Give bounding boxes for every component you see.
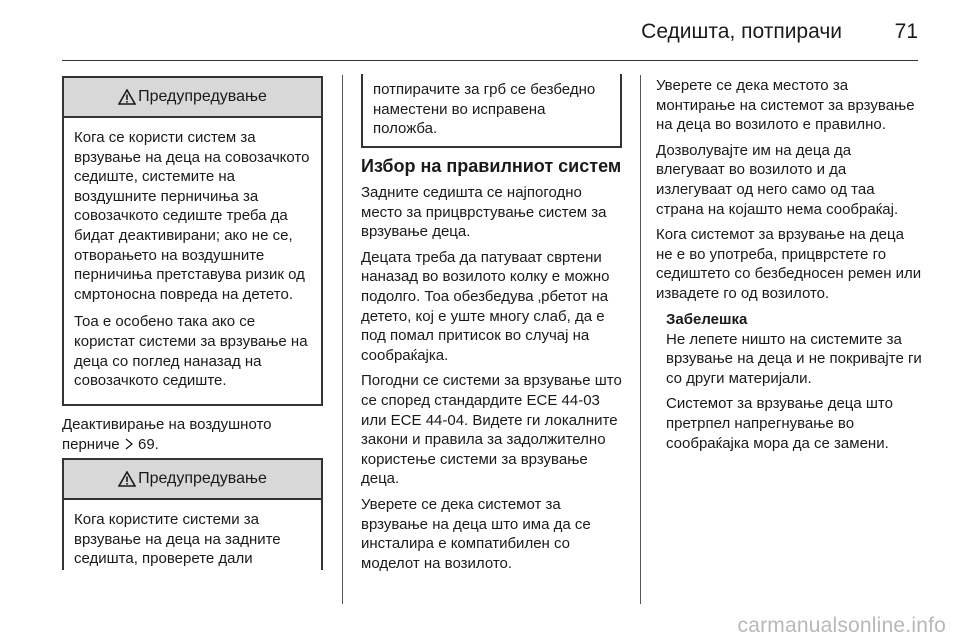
column-divider — [342, 75, 343, 604]
warning-triangle-icon — [118, 89, 136, 105]
warning-box — [62, 458, 323, 570]
body-paragraph: Погодни се системи за врзување што се според стандардите ECE 44-03 или ECE 44-04. Видете ги локалните закони и правила за задолжително користење системи за врзување деца. — [361, 372, 622, 488]
note-paragraph: Не лепете ништо на системите за врзување на деца и не покривајте ги со други материјали. — [666, 330, 922, 387]
column-divider — [640, 75, 641, 604]
warning-box-header — [64, 460, 321, 500]
warning-paragraph: Тоа е особено така ако се користат системи за врзување на деца со поглед наназад на совозачкото седиште. — [74, 313, 308, 390]
body-paragraph: Уверете се дека местото за монтирање на системот за врзување на деца во возилото е правилно. — [656, 77, 915, 134]
header-rule — [62, 60, 918, 61]
warning-box-continuation — [361, 74, 622, 148]
page-number: 71 — [894, 20, 918, 43]
watermark: carmanualsonline.info — [737, 614, 946, 637]
running-header-title: Седишта, потпирачи — [641, 20, 842, 43]
warning-box-header — [64, 78, 321, 118]
warning-paragraph: Кога користите системи за врзување на деца на задните седишта, проверете дали — [74, 511, 281, 568]
warning-box-title: Предупредување — [138, 88, 267, 105]
warning-box-title: Предупредување — [138, 470, 267, 487]
deactivation-text: Деактивирање на воздушното перниче — [62, 416, 272, 453]
section-choosing-system — [361, 155, 625, 579]
page-reference-arrow-icon — [124, 438, 134, 450]
note-label: Забелешка — [666, 311, 748, 328]
warning-paragraph: потпирачите за грб се безбедно наместени во исправена положба. — [373, 81, 596, 138]
warning-box — [62, 76, 323, 406]
body-paragraph: Дозволувајте им на деца да влегуваат во возилото и да излегуваат од него само од таа страна на којашто нема сообраќај. — [656, 141, 899, 218]
body-paragraph: Задните седишта се најпогодно место за прицврстување систем за врзување деца. — [361, 184, 607, 241]
note-paragraph: Системот за врзување деца што претрпел напрегнување во сообраќајка мора да се замени. — [666, 395, 893, 452]
deactivation-reference — [62, 415, 323, 454]
deactivation-page-link[interactable]: 69. — [137, 435, 159, 453]
section-heading: Избор на правилниот систем — [361, 156, 622, 176]
warning-triangle-icon — [118, 471, 136, 487]
column-3-text — [656, 76, 922, 310]
body-paragraph: Децата треба да патуваат свртени наназад во возилото колку е можно подолго. Тоа обезбедува ‚рбетот на детето, кој е уште многу слаб, да е под помал притисок во случај на сообраќајка. — [361, 248, 610, 364]
note-block — [666, 310, 924, 459]
body-paragraph: Кога системот за врзување на деца не е во употреба, прицврстете го седиштето со безбедносен ремен или извадете го од возилото. — [656, 226, 922, 302]
warning-paragraph: Кога се користи систем за врзување на деца на совозачкото седиште, системите на воздушните перничиња за совозачкото седиште треба да бидат деактивирани; ако не се, отворањето на воздушните перничиња претставува ризик од смртоносна повреда на детето. — [74, 129, 310, 303]
body-paragraph: Уверете се дека системот за врзување на деца што има да се инсталира е компатибилен со моделот на возилото. — [361, 495, 591, 572]
